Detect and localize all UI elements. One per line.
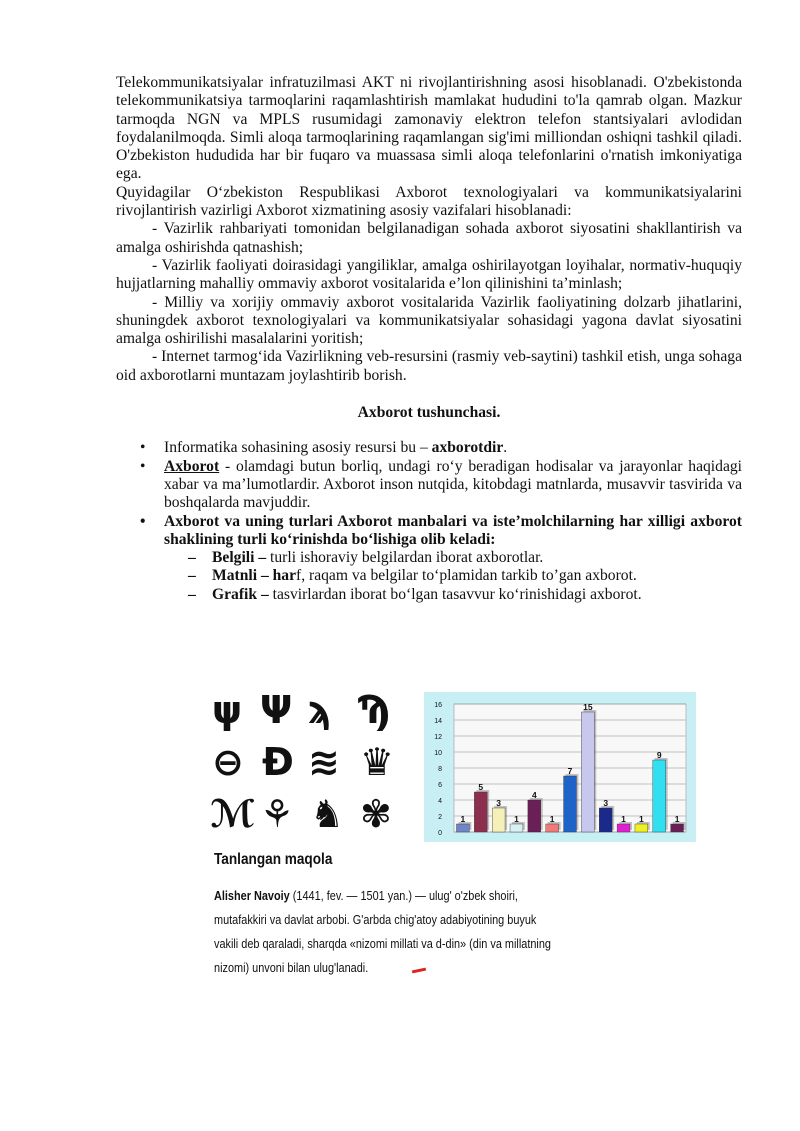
- symbol-glyph: ♛: [360, 740, 395, 784]
- article-name: Alisher Navoiy: [214, 888, 290, 903]
- bullet-dot: •: [140, 457, 146, 475]
- data-label: 3: [603, 798, 609, 808]
- paragraph-telecom: Telekommunikatsiyalar infratuzilmasi AKT ni rivojlantirishning asosi hisoblanadi. O'zbekistonda telekommunikatsiya tarmoqlarini raqamlashtirish mamlakat hududini to'la qamrab olgan. Mazkur tarmoqda NGN va MPLS rusumidagi zamonaviy elektron telefon stantsiyalari avlodidan foydalanilmoqda. Simli aloqa tarmoqlarining raqamlangan sig'imi milliondan oshiqni tashkil qiladi. O'zbekiston hududida har bir fuqaro va muassasa simli aloqa telefonlarini o'rnatish imkoniyatiga ega.: [116, 74, 742, 183]
- symbol-glyph: ♞: [310, 792, 345, 836]
- dash-mark: –: [188, 585, 196, 603]
- bullet-dot: •: [140, 512, 146, 530]
- data-label: 1: [460, 814, 466, 824]
- bullet-text: Informatika sohasining asosiy resursi bu –: [164, 439, 432, 457]
- symbol-glyph: ℳ: [210, 792, 255, 836]
- dash-text: tasvirlardan iborat bo‘lgan tasavvur ko‘rinishidagi axborot.: [268, 585, 642, 603]
- bullet-item: [116, 458, 742, 513]
- dash-mark: –: [188, 567, 196, 585]
- bullet-item: [116, 513, 742, 550]
- bar: [671, 824, 684, 832]
- data-label: 1: [549, 814, 555, 824]
- article-line-4: nizomi) unvoni bilan ulug'lanadi.: [214, 960, 369, 975]
- article-line-3: vakili deb qaraladi, sharqda «nizomi millati va d-din» (din va millatning: [214, 936, 551, 951]
- data-label: 1: [514, 814, 519, 824]
- y-tick-label: 8: [438, 766, 442, 773]
- bar-chart: [424, 692, 696, 842]
- task-item-1: - Vazirlik rahbariyati tomonidan belgilanadigan sohada axborot siyosatini shakllantirish va amalga oshirishda qatnashish;: [116, 220, 742, 256]
- selected-article: [214, 851, 594, 980]
- dash-text: turli ishoraviy belgilardan iborat axborotlar.: [266, 549, 544, 567]
- dash-text: f, raqam va belgilar to‘plamidan tarkib to’gan axborot.: [296, 567, 637, 585]
- y-tick-label: 6: [438, 782, 442, 789]
- y-tick-label: 14: [434, 718, 442, 725]
- symbol-glyph: ϡ: [308, 688, 332, 732]
- dash-term: Belgili –: [212, 549, 267, 567]
- data-label: 5: [478, 782, 484, 792]
- symbol-glyph: ≋: [308, 740, 340, 784]
- data-label: 3: [496, 798, 501, 808]
- bar: [599, 808, 612, 832]
- bar: [492, 808, 505, 832]
- task-item-4: - Internet tarmog‘ida Vazirlikning veb-resursini (rasmiy veb-saytini) tashkil etish, unga sohaga oid axborotlarni muntazam joylashtirib borish.: [116, 348, 742, 384]
- dash-mark: –: [188, 549, 196, 567]
- dash-item: [116, 549, 742, 567]
- bullet-bold-text: axborotdir: [431, 439, 504, 457]
- bullet-item: [116, 439, 742, 457]
- symbol-glyph: ⊖: [212, 740, 244, 784]
- symbol-glyph: Ð: [262, 740, 294, 784]
- y-tick-label: 0: [438, 830, 442, 837]
- bar: [510, 824, 523, 832]
- bar: [474, 792, 487, 832]
- y-tick-label: 2: [438, 814, 442, 821]
- bar: [546, 824, 559, 832]
- bar: [581, 712, 594, 832]
- task-item-2: - Vazirlik faoliyati doirasidagi yangiliklar, amalga oshirilayotgan loyihalar, normativ-huquqiy hujjatlarning mahalliy ommaviy axborot vositalarida e’lon qilinishini ta’minlash;: [116, 256, 742, 293]
- dash-item: [116, 586, 742, 604]
- y-tick-label: 4: [438, 798, 442, 805]
- bar: [564, 776, 577, 832]
- symbol-glyph: Ϡ: [356, 688, 391, 732]
- dash-list: [116, 549, 742, 604]
- bullet-dot: •: [140, 439, 146, 457]
- dash-item: [116, 567, 742, 585]
- data-label: 1: [621, 814, 626, 824]
- document-body: [116, 74, 742, 604]
- data-label: 9: [656, 750, 662, 760]
- bullet-text: - olamdagi butun borliq, undagi ro‘y beradigan hodisalar va jarayonlar haqidagi xabar va ma’lumotlardir. Axborot inson nutqida, kitobdagi matnlarda, musavvir tasvirida va boshqalarda mavjuddir.: [164, 457, 742, 512]
- ancient-symbols-image: [204, 688, 414, 848]
- data-label: 1: [674, 814, 680, 824]
- article-line-2: mutafakkiri va davlat arbobi. G'arbda chig'atoy adabiyotining buyuk: [214, 912, 537, 927]
- bar: [456, 824, 469, 832]
- data-label: 7: [567, 766, 573, 776]
- article-line-1: [214, 884, 526, 908]
- bullet-end: .: [503, 439, 508, 457]
- y-tick-label: 10: [434, 750, 442, 757]
- bullet-list: [116, 439, 742, 549]
- article-title: Tanlangan maqola: [214, 851, 333, 868]
- dash-term: Grafik –: [212, 585, 269, 603]
- data-label: 15: [583, 702, 593, 712]
- article-text: (1441, fev. — 1501 yan.) — ulug' o'zbek shoiri,: [289, 888, 518, 903]
- paragraph-ministry-intro: Quyidagilar O‘zbekiston Respublikasi Axborot texnologiyalari va kommunikatsiyalarini rivojlantirish vazirligi Axborot xizmatining asosiy vazifalari hisoblanadi:: [116, 183, 742, 220]
- term-axborot: Axborot: [164, 457, 220, 475]
- symbol-glyph: ✾: [360, 792, 392, 836]
- bar: [653, 760, 666, 832]
- y-tick-label: 12: [434, 734, 442, 741]
- task-item-3: - Milliy va xorijiy ommaviy axborot vositalarida Vazirlik faoliyatining dolzarb jihatlarini, shuningdek axborot texnologiyalari va kommunikatsiyalar sohasidagi yagona davlat siyosatini amalga oshirilishi masalalarini yoritish;: [116, 293, 742, 348]
- bar: [635, 824, 648, 832]
- data-label: 1: [639, 814, 644, 824]
- data-label: 4: [531, 790, 537, 800]
- symbol-glyph: Ψ: [260, 688, 293, 732]
- dash-term: Matnli – har: [212, 567, 297, 585]
- bullet-bold-text: Axborot va uning turlari Axborot manbalari va iste’molchilarning har xilligi axborot shaklining turli ko‘rinishda bo‘lishiga olib keladi:: [164, 512, 742, 548]
- y-tick-label: 16: [434, 702, 442, 709]
- bar: [528, 800, 541, 832]
- section-heading: Axborot tushunchasi.: [357, 404, 501, 422]
- symbol-glyph: ψ: [212, 688, 243, 732]
- bar: [617, 824, 630, 832]
- symbol-glyph: ⚘: [260, 792, 295, 836]
